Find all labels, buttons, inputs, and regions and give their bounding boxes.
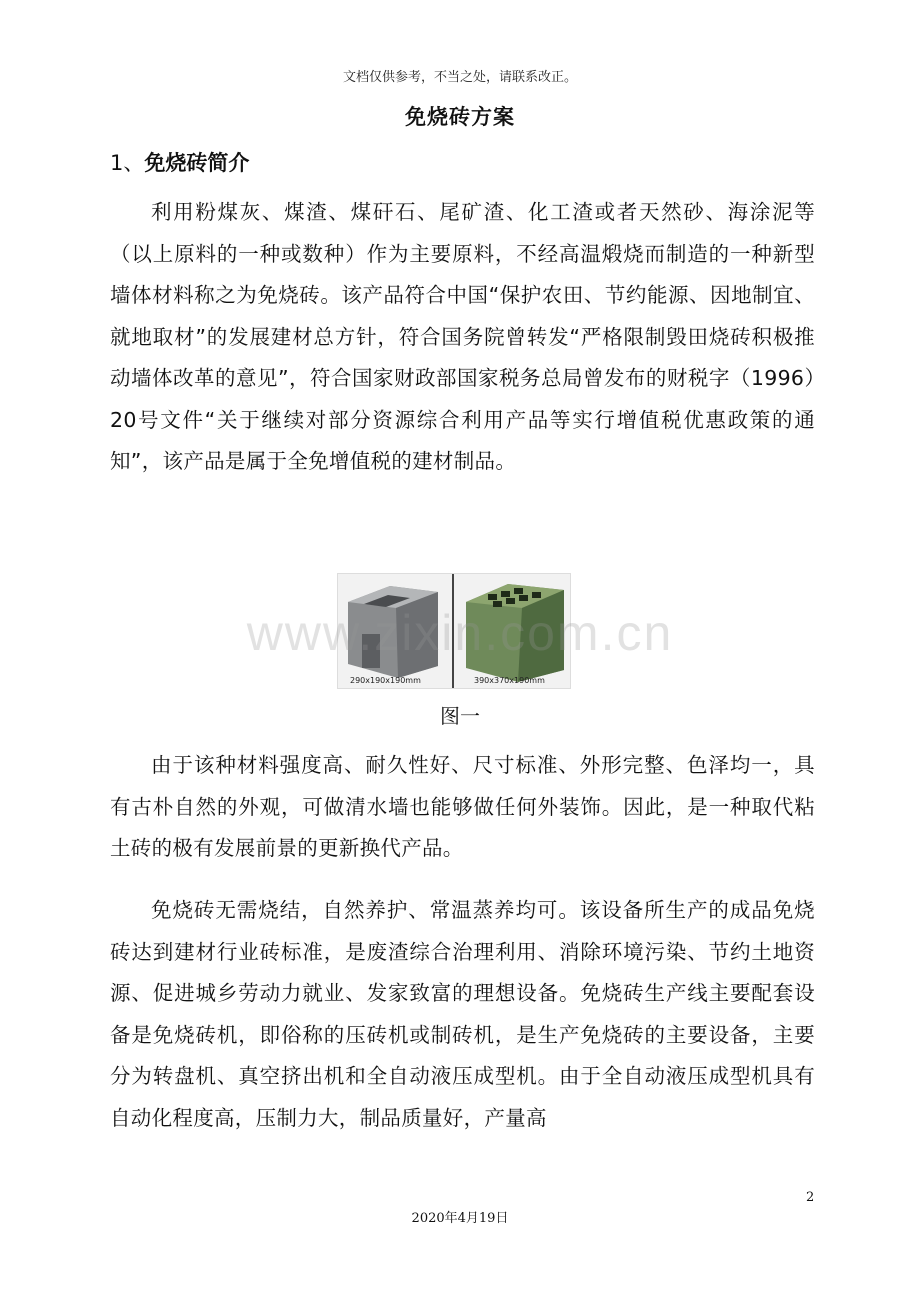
left-brick-size: 290x190x190mm bbox=[350, 676, 421, 685]
paragraph-advantages: 由于该种材料强度高、耐久性好、尺寸标准、外形完整、色泽均一，具有古朴自然的外观，可做清水墙也能够做任何外装饰。因此，是一种取代粘土砖的极有发展前景的更新换代产品。 bbox=[110, 753, 815, 860]
footer-date: 2020年4月19日 bbox=[411, 1211, 509, 1226]
document-title: 免烧砖方案 bbox=[405, 105, 515, 129]
header-note: 文档仅供参考，不当之处，请联系改正。 bbox=[342, 70, 577, 85]
section-heading bbox=[110, 147, 249, 177]
watermark: www.zixin.com.cn bbox=[246, 605, 674, 661]
paragraph-intro: 利用粉煤灰、煤渣、煤矸石、尾矿渣、化工渣或者天然砂、海涂泥等（以上原料的一种或数种）作为主要原料，不经高温煅烧而制造的一种新型墙体材料称之为免烧砖。该产品符合中国“保护农田、节约能源、因地制宜、就地取材”的发展建材总方针，符合国务院曾转发“严格限制毁田烧砖积极推动墙体改革的意见”，符合国家财政部国家税务总局曾发布的财税字（1996）20号文件“关于继续对部分资源综合利用产品等实行增值税优惠政策的通知”，该产品是属于全免增值税的建材制品。 bbox=[110, 200, 815, 473]
figure-caption: 图一 bbox=[440, 704, 480, 728]
section-number: 1、 bbox=[110, 151, 145, 175]
section-title: 免烧砖简介 bbox=[144, 151, 250, 175]
right-brick-size: 390x370x190mm bbox=[474, 676, 545, 685]
paragraph-equipment: 免烧砖无需烧结，自然养护、常温蒸养均可。该设备所生产的成品免烧砖达到建材行业砖标准，是废渣综合治理利用、消除环境污染、节约土地资源、促进城乡劳动力就业、发家致富的理想设备。免烧砖生产线主要配套设备是免烧砖机，即俗称的压砖机或制砖机，是生产免烧砖的主要设备，主要分为转盘机、真空挤出机和全自动液压成型机。由于全自动液压成型机具有自动化程度高，压制力大，制品质量好，产量高 bbox=[110, 898, 815, 1130]
page-number: 2 bbox=[806, 1190, 815, 1205]
